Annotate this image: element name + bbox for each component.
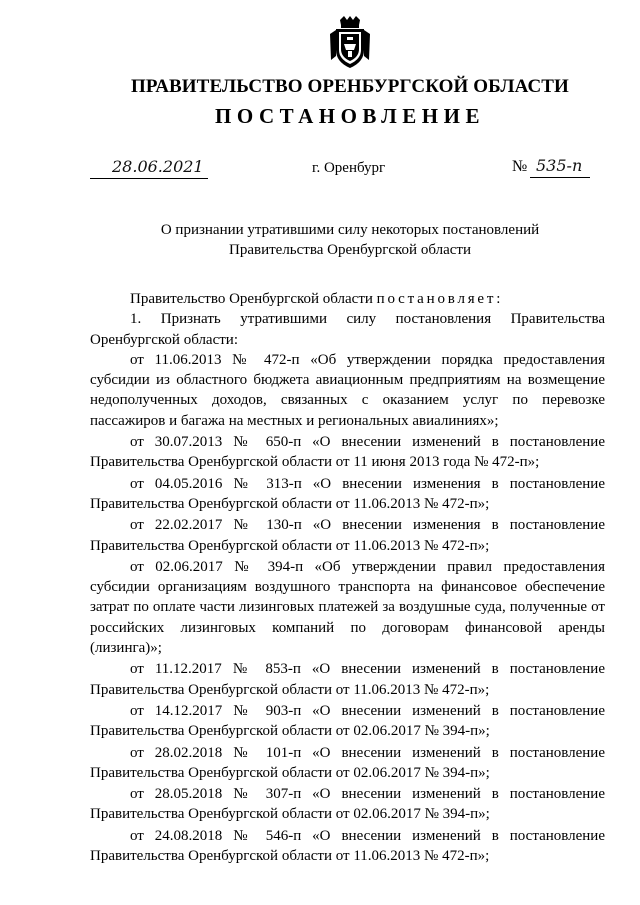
- preamble-start: Правительство Оренбургской области: [130, 291, 373, 307]
- document-subject: [0, 220, 640, 260]
- list-item: от 04.05.2016 № 313-п «О внесении изменения в постановление Правительства Оренбургской области от 11.06.2013 № 472-п»;: [90, 475, 605, 512]
- coat-of-arms-icon: [328, 16, 372, 70]
- number-sign: №: [512, 158, 528, 175]
- item-1-intro: 1. Признать утратившими силу постановления Правительства Оренбургской области:: [90, 311, 605, 348]
- preamble: [90, 289, 605, 309]
- date-field: [90, 156, 208, 179]
- list-item: от 30.07.2013 № 650-п «О внесении изменений в постановление Правительства Оренбургской области от 11 июня 2013 года № 472-п»;: [90, 434, 605, 471]
- document-type-title: ПОСТАНОВЛЕНИЕ: [215, 104, 485, 128]
- preamble-end: :: [496, 291, 501, 307]
- list-item: от 28.05.2018 № 307-п «О внесении изменений в постановление Правительства Оренбургской области от 02.06.2017 № 394-п»;: [90, 786, 605, 823]
- document-body: [90, 289, 605, 866]
- list-item: от 14.12.2017 № 903-п «О внесении изменений в постановление Правительства Оренбургской области от 02.06.2017 № 394-п»;: [90, 702, 605, 740]
- list-item: от 02.06.2017 № 394-п «Об утверждении правил предоставления субсидии организациям воздушного транспорта на финансовое обеспечение затрат по оплате части лизинговых платежей за воздушные суда, полученные от российских лизинговых компаний по договорам финансовой аренды (лизинга)»;: [90, 558, 605, 657]
- document-date: 28.06.2021: [112, 157, 204, 176]
- organization-title: ПРАВИТЕЛЬСТВО ОРЕНБУРГСКОЙ ОБЛАСТИ: [131, 76, 569, 97]
- subject-line: О признании утратившими силу некоторых постановлений: [160, 222, 540, 238]
- list-item: от 28.02.2018 № 101-п «О внесении изменений в постановление Правительства Оренбургской области от 02.06.2017 № 394-п»;: [90, 744, 605, 781]
- preamble-verb: постановляет: [376, 291, 497, 307]
- number-underline: [530, 155, 590, 178]
- list-item: от 24.08.2018 № 546-п «О внесении изменений в постановление Правительства Оренбургской области от 11.06.2013 № 472-п»;: [90, 827, 605, 865]
- list-item: от 11.12.2017 № 853-п «О внесении изменений в постановление Правительства Оренбургской области от 11.06.2013 № 472-п»;: [90, 661, 605, 698]
- number-field: [512, 156, 590, 178]
- subject-line: Правительства Оренбургской области: [229, 242, 471, 258]
- list-item: от 11.06.2013 № 472-п «Об утверждении порядка предоставления субсидии из областного бюджета авиационным предприятиям на возмещение недополученных доходов, связанных с оказанием услуг по перевозке пассажиров и багажа на местных и региональных авиалиниях»;: [90, 351, 605, 429]
- list-item: от 22.02.2017 № 130-п «О внесении изменения в постановление Правительства Оренбургской области от 11.06.2013 № 472-п»;: [90, 517, 605, 554]
- document-number: 535-п: [536, 156, 583, 175]
- city-label: г. Оренбург: [312, 160, 386, 176]
